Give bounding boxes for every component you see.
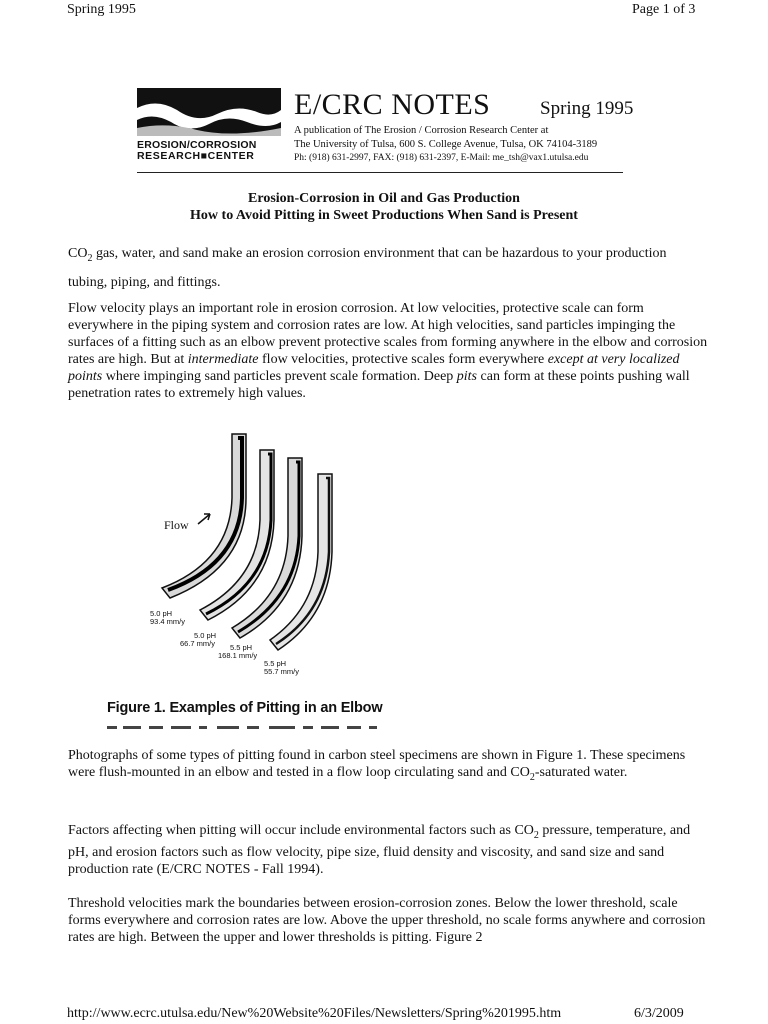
specimen-label-1	[150, 610, 185, 626]
address-line: The University of Tulsa, 600 S. College Avenue, Tulsa, OK 74104-3189	[294, 139, 598, 150]
flow-label: Flow	[164, 518, 189, 532]
ph-value: 5.0 pH	[150, 609, 173, 618]
paragraph-text: Factors affecting when pitting will occur include environmental factors such as CO	[68, 823, 534, 838]
rate-value: 66.7 mm/y	[180, 639, 216, 648]
article-subtitle: How to Avoid Pitting in Sweet Productions When Sand is Present	[190, 208, 578, 223]
specimen-label-3	[218, 644, 257, 660]
figure-1-elbow-specimens	[150, 428, 400, 658]
specimen-label-2	[180, 632, 216, 648]
rate-value: 168.1 mm/y	[218, 651, 258, 660]
specimen-label-4	[264, 660, 299, 676]
ph-value: 5.5 pH	[264, 659, 287, 668]
article-title: Erosion-Corrosion in Oil and Gas Production	[248, 191, 520, 206]
paragraph-5: Threshold velocities mark the boundaries between erosion-corrosion zones. Below the lower threshold, scale forms everywhere and corrosion rates are low. Above the upper threshold, no scale forms anywhere and corrosion rates are high. Between the upper and lower thresholds is pitting. Figure 2	[68, 896, 706, 945]
paragraph-text: where impinging sand particles prevent scale formation. Deep	[102, 369, 457, 384]
rate-value: 93.4 mm/y	[150, 617, 186, 626]
paragraph-1	[68, 242, 708, 295]
print-header-left: Spring 1995	[67, 2, 136, 17]
paragraph-text: Flow velocity plays an important role in erosion corrosion. At low velocities, protective scale can form everywhere in the piping system and corrosion rates are low. At high velocities, sand particles impinging the surfaces of a fitting such as an elbow prevent protective scales from forming anywhere in the elbow and corrosion rates are high. But at	[68, 301, 708, 367]
paragraph-text: Photographs of some types of pitting found in carbon steel specimens are shown in Figure 1. These specimens were flush-mounted in an elbow and tested in a flow loop circulating sand and CO	[68, 748, 686, 780]
contact-line: Ph: (918) 631-2997, FAX: (918) 631-2397, E-Mail: me_tsh@vax1.utulsa.edu	[294, 153, 589, 163]
paragraph-text: can form at these points pushing wall penetration rates to extremely high values.	[68, 369, 690, 401]
co2-text: CO	[68, 246, 88, 261]
logo-line-2: RESEARCH■CENTER	[137, 150, 255, 162]
print-footer-date: 6/3/2009	[634, 1006, 684, 1021]
print-header-right: Page 1 of 3	[632, 2, 696, 17]
masthead-rule	[137, 172, 623, 173]
ph-value: 5.0 pH	[194, 631, 217, 640]
subscript: 2	[87, 252, 93, 264]
emphasis: except at very localized points	[68, 352, 680, 384]
rate-value: 55.7 mm/y	[264, 667, 300, 676]
figure-caption: Figure 1. Examples of Pitting in an Elbow	[107, 700, 383, 716]
subscript: 2	[533, 829, 539, 841]
emphasis: pits	[456, 369, 478, 384]
logo-line-1: EROSION/CORROSION	[137, 139, 257, 151]
emphasis: intermediate	[187, 352, 259, 367]
paragraph-text: gas, water, and sand make an erosion corrosion environment that can be hazardous to your production tubing, piping, and fittings.	[68, 246, 667, 290]
cropped-text-fragment	[107, 724, 397, 730]
newsletter-season: Spring 1995	[540, 98, 634, 119]
paragraph-3	[68, 747, 708, 786]
paragraph-text: pressure, temperature, and pH, and erosion factors such as flow velocity, pipe size, fluid density and viscosity, and sand size and sand production rate (E/CRC NOTES - Fall 1994).	[68, 823, 691, 877]
print-footer-url: http://www.ecrc.utulsa.edu/New%20Website%20Files/Newsletters/Spring%201995.htm	[67, 1006, 562, 1021]
newsletter-title: E/CRC NOTES	[294, 88, 491, 121]
paragraph-text: -saturated water.	[534, 765, 628, 780]
logo-text	[137, 140, 281, 162]
subscript: 2	[529, 771, 535, 783]
paragraph-text: flow velocities, protective scales form everywhere	[258, 352, 548, 367]
paragraph-2	[68, 300, 708, 402]
ph-value: 5.5 pH	[230, 643, 253, 652]
paragraph-4	[68, 822, 708, 878]
publisher-line: A publication of The Erosion / Corrosion Research Center at	[294, 125, 549, 136]
